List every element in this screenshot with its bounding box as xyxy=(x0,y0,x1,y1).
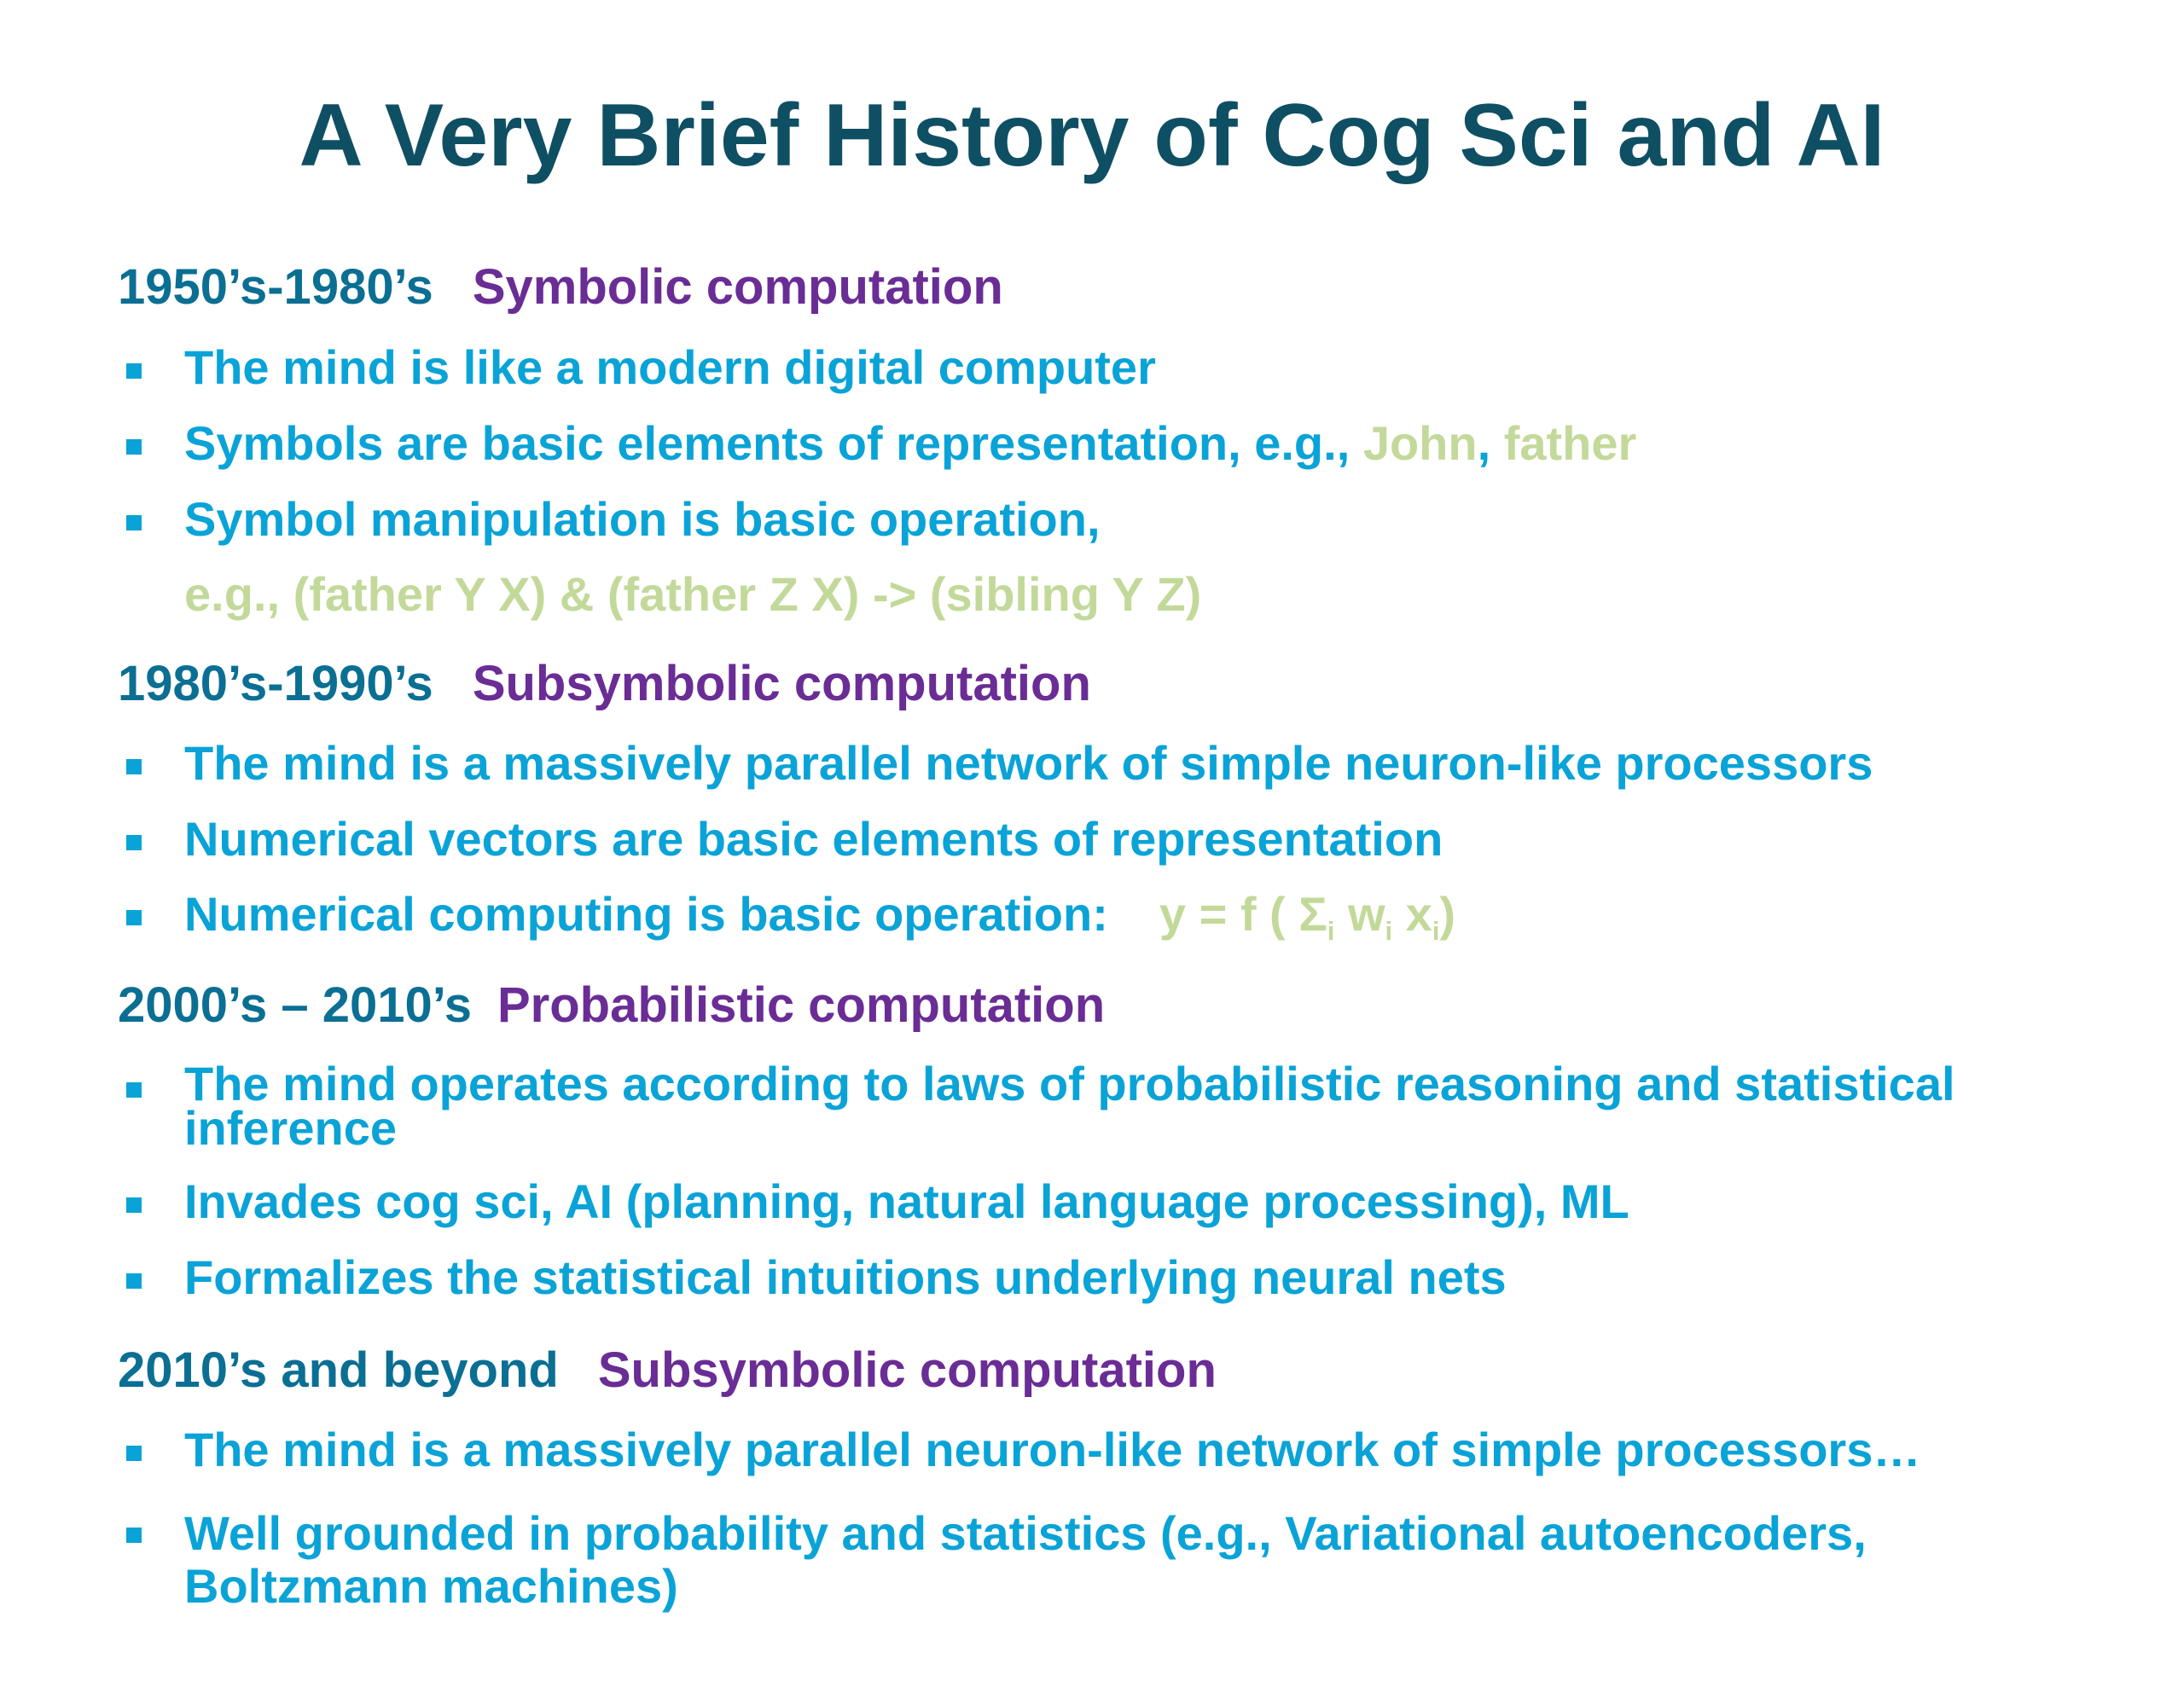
bullet-text: Symbols are basic elements of representation, e.g., xyxy=(184,416,1363,470)
era-label: 1950’s-1980’s xyxy=(118,259,433,315)
topic-label: Subsymbolic computation xyxy=(597,1342,1217,1398)
bullet-text: The mind operates according to laws of probabilistic reasoning and statistical inference xyxy=(184,1057,1955,1155)
bullet-text: Invades cog sci, AI (planning, natural language processing), ML xyxy=(184,1174,1629,1228)
topic-label: Symbolic computation xyxy=(472,259,1003,315)
bullet-item xyxy=(184,416,1637,470)
bullet-item xyxy=(184,736,1873,790)
bullet-text: The mind is a massively parallel neuron-like network of simple processors… xyxy=(184,1423,1921,1476)
bullet-item xyxy=(184,812,1443,866)
example-father: father xyxy=(1503,416,1637,470)
rule-example: e.g., (father Y X) & (father Z X) -> (sibling Y Z) xyxy=(184,567,1202,621)
bullet-text: Well grounded in probability and statistics (e.g., Variational autoencoders, Boltzmann machines) xyxy=(184,1506,1867,1613)
formula: y = f ( $\Sigma_i$ $w_i$ $x_i$) xyxy=(1159,887,1456,946)
example-separator: , xyxy=(1477,416,1504,470)
bullet-item xyxy=(184,1425,1920,1475)
slide-title: A Very Brief History of Cog Sci and AI xyxy=(299,86,1885,185)
bullet-text: The mind is like a modern digital computer xyxy=(184,340,1156,394)
section-heading-probabilistic xyxy=(118,978,1105,1033)
section-heading-symbolic xyxy=(118,260,1003,315)
era-label: 1980’s-1990’s xyxy=(118,656,433,711)
bullet-item xyxy=(184,1057,2070,1155)
era-label: 2000’s – 2010’s xyxy=(118,977,472,1033)
bullet-item xyxy=(184,1174,1629,1228)
bullet-item xyxy=(184,1507,2027,1612)
bullet-text: The mind is a massively parallel network of simple neuron-like processors xyxy=(184,736,1873,790)
topic-label: Probabilistic computation xyxy=(497,977,1106,1033)
example-john: John xyxy=(1362,416,1478,470)
section-heading-subsymbolic xyxy=(118,657,1091,711)
bullet-item xyxy=(184,1250,1507,1304)
bullet-text: Numerical vectors are basic elements of representation xyxy=(184,812,1443,866)
bullet-text: Formalizes the statistical intuitions underlying neural nets xyxy=(184,1250,1507,1304)
bullet-text: Numerical computing is basic operation: xyxy=(184,887,1108,941)
topic-label: Subsymbolic computation xyxy=(472,656,1091,711)
section-heading-beyond xyxy=(118,1343,1217,1398)
bullet-item xyxy=(184,340,1156,394)
era-label: 2010’s and beyond xyxy=(118,1342,559,1398)
bullet-item xyxy=(184,887,1456,946)
bullet-item xyxy=(184,492,1101,546)
bullet-text: Symbol manipulation is basic operation, xyxy=(184,492,1101,546)
